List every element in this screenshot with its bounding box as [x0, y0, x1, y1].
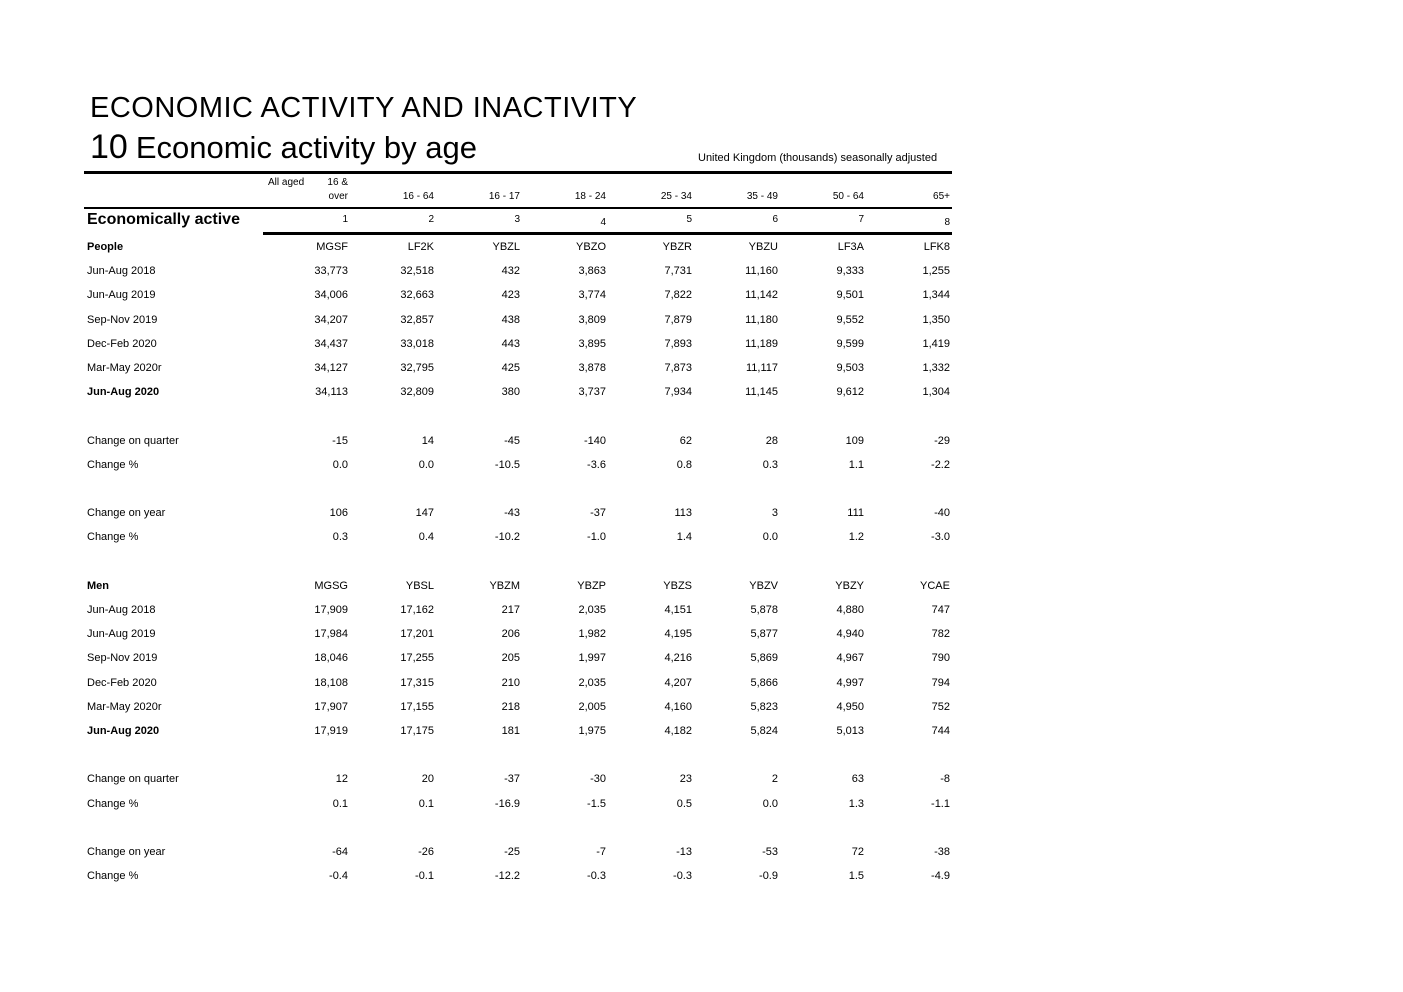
table-cell: -2.2 — [931, 459, 950, 471]
table-cell: 1.5 — [848, 870, 864, 882]
table-cell: 17,255 — [400, 652, 434, 664]
table-cell: 218 — [501, 701, 520, 713]
table-cell: YBZV — [749, 580, 778, 592]
row-label: Change on year — [87, 507, 166, 519]
row-label: Men — [87, 580, 109, 592]
table-cell: -0.1 — [415, 870, 434, 882]
table-cell: 5,824 — [750, 725, 778, 737]
table-cell: -0.4 — [329, 870, 348, 882]
table-cell: 5,878 — [750, 604, 778, 616]
table-cell: -10.5 — [494, 459, 520, 471]
table-cell: -1.0 — [587, 531, 606, 543]
column-header: 50 - 64 — [832, 191, 864, 202]
table-cell: 12 — [335, 773, 348, 785]
column-header: 16 - 64 — [402, 191, 434, 202]
table-cell: 0.0 — [418, 459, 434, 471]
table-cell: 20 — [421, 773, 434, 785]
table-cell: -40 — [934, 507, 950, 519]
table-cell: 17,155 — [400, 701, 434, 713]
table-cell: 11,180 — [745, 314, 778, 326]
column-number: 8 — [944, 217, 950, 228]
table-cell: LF3A — [837, 241, 864, 253]
table-cell: -7 — [596, 846, 606, 858]
table-cell: 0.8 — [676, 459, 692, 471]
table-cell: -38 — [934, 846, 950, 858]
row-label: Change % — [87, 870, 139, 882]
table-cell: 4,216 — [664, 652, 692, 664]
region-note: United Kingdom (thousands) seasonally adjusted — [698, 152, 938, 164]
table-cell: -0.3 — [587, 870, 606, 882]
table-cell: 32,795 — [400, 362, 434, 374]
table-cell: LFK8 — [923, 241, 950, 253]
table-cell: 0.3 — [762, 459, 778, 471]
table-cell: YCAE — [920, 580, 950, 592]
table-cell: 1.1 — [848, 459, 864, 471]
table-cell: 33,018 — [400, 338, 434, 350]
table-cell: 34,437 — [314, 338, 348, 350]
table-cell: -15 — [332, 435, 348, 447]
table-cell: YBZU — [748, 241, 778, 253]
column-number: 3 — [514, 214, 520, 225]
table-cell: 752 — [931, 701, 950, 713]
table-cell: 111 — [847, 507, 864, 519]
table-cell: 113 — [674, 507, 692, 519]
table-cell: 3,895 — [578, 338, 606, 350]
table-cell: 0.1 — [332, 798, 348, 810]
table-cell: 1,350 — [922, 314, 950, 326]
row-label: People — [87, 241, 124, 253]
table-cell: 4,151 — [664, 604, 692, 616]
row-label: Mar-May 2020r — [87, 701, 162, 713]
table-cell: 432 — [501, 265, 520, 277]
row-label: Change % — [87, 531, 139, 543]
row-label: Change on year — [87, 846, 166, 858]
table-cell: 11,189 — [745, 338, 778, 350]
column-header: over — [328, 191, 348, 202]
row-label: Dec-Feb 2020 — [87, 677, 157, 689]
column-number: 5 — [686, 214, 692, 225]
table-cell: 33,773 — [314, 265, 348, 277]
table-cell: -29 — [934, 435, 950, 447]
table-cell: 423 — [501, 289, 520, 301]
table-cell: 782 — [931, 628, 950, 640]
row-label: Jun-Aug 2018 — [87, 604, 156, 616]
table-cell: 4,195 — [664, 628, 692, 640]
table-cell: -16.9 — [494, 798, 520, 810]
table-cell: 0.0 — [762, 798, 778, 810]
table-cell: 0.5 — [676, 798, 692, 810]
table-cell: 744 — [931, 725, 950, 737]
table-cell: 1,419 — [922, 338, 950, 350]
table-cell: YBZM — [489, 580, 520, 592]
section-title: Economically active — [87, 211, 240, 228]
table-cell: 4,182 — [664, 725, 692, 737]
table-cell: 443 — [501, 338, 520, 350]
table-cell: 3,863 — [578, 265, 606, 277]
table-cell: 17,907 — [314, 701, 348, 713]
table-cell: YBZO — [576, 241, 606, 253]
table-cell: 217 — [501, 604, 520, 616]
column-header: 35 - 49 — [746, 191, 778, 202]
table-cell: 11,145 — [745, 386, 778, 398]
table-cell: 34,127 — [314, 362, 348, 374]
table-cell: 4,160 — [664, 701, 692, 713]
table-cell: 1,344 — [922, 289, 950, 301]
row-label: Dec-Feb 2020 — [87, 338, 157, 350]
table-cell: 205 — [501, 652, 520, 664]
row-label: Jun-Aug 2019 — [87, 628, 156, 640]
table-cell: 18,046 — [314, 652, 348, 664]
table-cell: YBZY — [835, 580, 864, 592]
table-cell: 7,822 — [664, 289, 692, 301]
table-cell: 17,984 — [314, 628, 348, 640]
table-cell: 62 — [679, 435, 692, 447]
table-cell: 3,774 — [578, 289, 606, 301]
table-cell: -10.2 — [494, 531, 520, 543]
table-cell: 11,142 — [745, 289, 778, 301]
table-cell: 32,809 — [400, 386, 434, 398]
table-cell: 438 — [501, 314, 520, 326]
table-cell: 11,160 — [745, 265, 778, 277]
row-label: Change on quarter — [87, 773, 179, 785]
table-cell: 1.4 — [676, 531, 692, 543]
row-label: Sep-Nov 2019 — [87, 314, 158, 326]
table-cell: 1,975 — [578, 725, 606, 737]
table-cell: 206 — [501, 628, 520, 640]
table-cell: 23 — [679, 773, 692, 785]
table-cell: 210 — [501, 677, 520, 689]
table-cell: -53 — [762, 846, 778, 858]
page-heading: ECONOMIC ACTIVITY AND INACTIVITY — [90, 92, 638, 124]
row-label: Change on quarter — [87, 435, 179, 447]
table-cell: 17,175 — [400, 725, 434, 737]
table-cell: 0.3 — [332, 531, 348, 543]
table-cell: -140 — [583, 435, 606, 447]
row-label: Sep-Nov 2019 — [87, 652, 158, 664]
table-cell: 147 — [415, 507, 434, 519]
table-cell: 0.4 — [418, 531, 434, 543]
table-cell: -37 — [590, 507, 606, 519]
table-cell: 5,869 — [750, 652, 778, 664]
table-cell: MGSG — [314, 580, 348, 592]
table-cell: 181 — [501, 725, 520, 737]
table-cell: 5,877 — [750, 628, 778, 640]
table-cell: 3 — [771, 507, 778, 519]
table-cell: 32,663 — [400, 289, 434, 301]
table-cell: -3.6 — [587, 459, 606, 471]
table-cell: -4.9 — [931, 870, 950, 882]
row-label: Jun-Aug 2018 — [87, 265, 156, 277]
table-cell: 7,873 — [664, 362, 692, 374]
table-cell: 63 — [851, 773, 864, 785]
table-cell: 7,893 — [664, 338, 692, 350]
table-cell: 17,315 — [400, 677, 434, 689]
table-cell: 747 — [931, 604, 950, 616]
row-label: Mar-May 2020r — [87, 362, 162, 374]
table-cell: 17,909 — [314, 604, 348, 616]
table-cell: 380 — [501, 386, 520, 398]
table-cell: 2 — [771, 773, 778, 785]
top-rule — [84, 171, 952, 174]
table-cell: 3,737 — [578, 386, 606, 398]
table-cell: 4,880 — [836, 604, 864, 616]
table-cell: 1,997 — [578, 652, 606, 664]
table-cell: 4,207 — [664, 677, 692, 689]
table-cell: 7,879 — [664, 314, 692, 326]
table-cell: -37 — [504, 773, 520, 785]
table-cell: YBZR — [662, 241, 692, 253]
table-cell: LF2K — [407, 241, 434, 253]
row-label: Change % — [87, 459, 139, 471]
table-cell: 9,552 — [836, 314, 864, 326]
column-number-rule — [263, 232, 952, 235]
table-cell: 9,612 — [836, 386, 864, 398]
table-cell: 14 — [421, 435, 434, 447]
column-header: 25 - 34 — [660, 191, 692, 202]
table-cell: 4,940 — [836, 628, 864, 640]
column-header: 65+ — [933, 191, 950, 202]
table-cell: 9,599 — [836, 338, 864, 350]
table-cell: 1,332 — [922, 362, 950, 374]
table-cell: 794 — [931, 677, 950, 689]
table-cell: -1.1 — [931, 798, 950, 810]
table-cell: 2,035 — [578, 604, 606, 616]
table-cell: 9,501 — [836, 289, 864, 301]
table-number: 10 — [90, 128, 128, 166]
table-cell: 7,934 — [664, 386, 692, 398]
row-label: Jun-Aug 2020 — [87, 386, 160, 398]
column-number: 7 — [858, 214, 864, 225]
column-number: 4 — [600, 217, 606, 228]
table-cell: 3,809 — [578, 314, 606, 326]
table-cell: 18,108 — [314, 677, 348, 689]
column-number: 1 — [342, 214, 348, 225]
column-header-top: All aged — [268, 177, 305, 188]
table-cell: 11,117 — [745, 362, 778, 374]
table-cell: 106 — [329, 507, 348, 519]
table-cell: -3.0 — [931, 531, 950, 543]
table-cell: 4,967 — [836, 652, 864, 664]
table-title-text: Economic activity by age — [135, 130, 477, 165]
table-cell: 1,982 — [578, 628, 606, 640]
table-cell: 7,731 — [664, 265, 692, 277]
table-cell: 0.0 — [762, 531, 778, 543]
table-cell: YBSL — [405, 580, 434, 592]
header-rule — [84, 207, 952, 209]
row-label: Jun-Aug 2019 — [87, 289, 156, 301]
table-cell: 109 — [845, 435, 864, 447]
table-cell: MGSF — [316, 241, 348, 253]
table-cell: -30 — [590, 773, 606, 785]
table-cell: -0.9 — [759, 870, 778, 882]
table-cell: YBZS — [663, 580, 692, 592]
table-cell: 5,866 — [750, 677, 778, 689]
table-cell: YBZP — [577, 580, 606, 592]
column-number: 2 — [428, 214, 434, 225]
table-cell: 17,162 — [400, 604, 434, 616]
table-title — [90, 128, 477, 167]
table-cell: -45 — [504, 435, 520, 447]
table-cell: 17,919 — [314, 725, 348, 737]
table-cell: 0.1 — [418, 798, 434, 810]
table-cell: 5,823 — [750, 701, 778, 713]
table-cell: -26 — [418, 846, 434, 858]
table-cell: YBZL — [492, 241, 520, 253]
table-cell: -43 — [504, 507, 520, 519]
column-header: 18 - 24 — [574, 191, 606, 202]
table-cell: 5,013 — [836, 725, 864, 737]
table-cell: 2,035 — [578, 677, 606, 689]
table-cell: 0.0 — [332, 459, 348, 471]
table-cell: 790 — [931, 652, 950, 664]
column-header: 16 - 17 — [488, 191, 520, 202]
table-cell: 4,997 — [836, 677, 864, 689]
table-cell: -1.5 — [587, 798, 606, 810]
table-cell: -8 — [940, 773, 950, 785]
table-cell: -12.2 — [494, 870, 520, 882]
table-cell: 425 — [501, 362, 520, 374]
table-cell: 1.2 — [848, 531, 864, 543]
table-cell: 32,518 — [400, 265, 434, 277]
table-cell: -13 — [676, 846, 692, 858]
table-cell: 34,207 — [314, 314, 348, 326]
table-cell: 17,201 — [400, 628, 434, 640]
row-label: Jun-Aug 2020 — [87, 725, 160, 737]
table-cell: 2,005 — [578, 701, 606, 713]
column-header-top2: 16 & — [327, 177, 348, 188]
table-cell: 9,503 — [836, 362, 864, 374]
table-cell: 32,857 — [400, 314, 434, 326]
table-cell: 3,878 — [578, 362, 606, 374]
table-cell: 1.3 — [848, 798, 864, 810]
table-cell: -25 — [504, 846, 520, 858]
table-cell: 34,006 — [314, 289, 348, 301]
table-cell: 4,950 — [836, 701, 864, 713]
row-label: Change % — [87, 798, 139, 810]
table-cell: 1,255 — [922, 265, 950, 277]
table-cell: -0.3 — [673, 870, 692, 882]
table-cell: 72 — [851, 846, 864, 858]
table-cell: 1,304 — [922, 386, 950, 398]
table-cell: 9,333 — [836, 265, 864, 277]
table-cell: 28 — [765, 435, 778, 447]
table-cell: -64 — [332, 846, 348, 858]
table-cell: 34,113 — [315, 386, 348, 398]
column-number: 6 — [772, 214, 778, 225]
